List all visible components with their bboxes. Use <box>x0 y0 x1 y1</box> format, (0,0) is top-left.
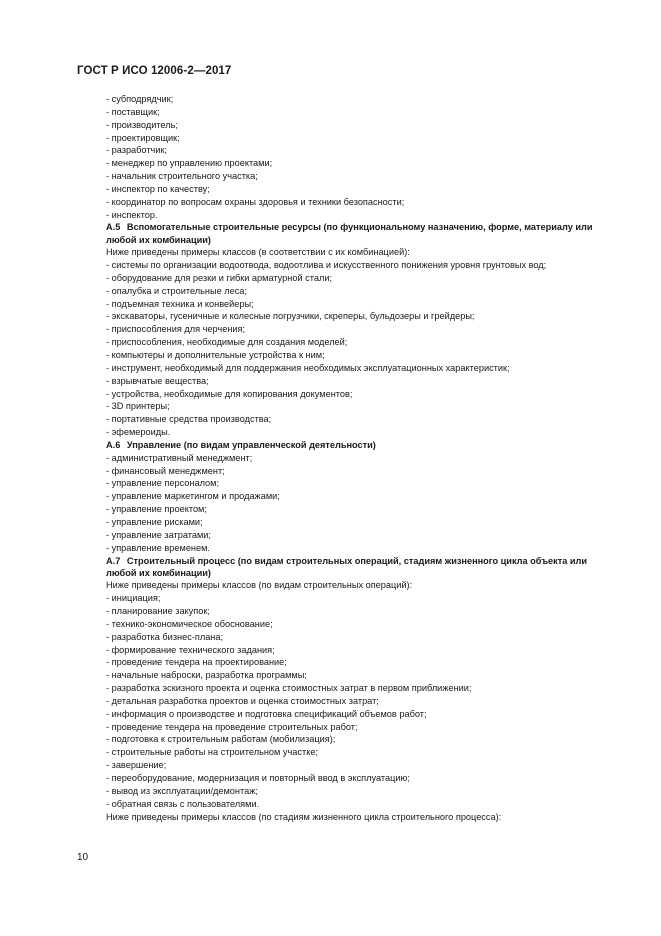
list-item: - экскаваторы, гусеничные и колесные погрузчики, скреперы, бульдозеры и грейдеры; <box>106 311 475 322</box>
section-a5-heading <box>78 221 618 246</box>
list-item: - технико-экономическое обоснование; <box>106 618 273 629</box>
list-item: - производитель; <box>106 119 178 130</box>
list-item: - подготовка к строительным работам (мобилизация); <box>106 734 336 745</box>
list-item: - переоборудование, модернизация и повторный ввод в эксплуатацию; <box>106 772 410 783</box>
list-item: - менеджер по управлению проектами; <box>106 158 273 169</box>
section-a7-heading <box>78 555 618 580</box>
list-item: - проектировщик; <box>106 132 180 143</box>
list-item: - системы по организации водоотвода, водоотлива и искусственного понижения уровня грунтовых вод; <box>106 260 547 271</box>
list-item: - управление персоналом; <box>106 478 220 489</box>
list-item: - проведение тендера на проектирование; <box>106 657 287 668</box>
list-item: - начальные наброски, разработка программы; <box>106 670 307 681</box>
section-a7-outro: Ниже приведены примеры классов (по стадиям жизненного цикла строительного процесса): <box>106 811 502 822</box>
section-a7-number: А.7 <box>106 555 121 566</box>
list-item: - портативные средства производства; <box>106 414 272 425</box>
list-item: - информация о производстве и подготовка спецификаций объемов работ; <box>106 708 427 719</box>
list-item: - эфемероиды. <box>106 427 171 438</box>
list-item: - компьютеры и дополнительные устройства к ним; <box>106 350 325 360</box>
list-item: - обратная связь с пользователями. <box>106 798 260 809</box>
section-a6-heading <box>78 439 618 452</box>
list-item: - инструмент, необходимый для поддержания необходимых эксплуатационных характеристик; <box>106 362 510 373</box>
list-item: - управление рисками; <box>106 516 203 527</box>
document-header: ГОСТ Р ИСО 12006-2—2017 <box>77 65 232 77</box>
list-item: - административный менеджмент; <box>106 452 253 463</box>
section-a5-title: Вспомогательные строительные ресурсы (по функциональному назначению, форме, материалу или любой их комбинации) <box>106 222 593 245</box>
section-a6-title: Управление (по видам управленческой деятельности) <box>126 439 376 450</box>
process-list <box>78 592 618 810</box>
list-item: - управление временем. <box>106 542 210 553</box>
list-item: - строительные работы на строительном участке; <box>106 747 318 758</box>
resource-list <box>78 259 618 439</box>
list-item: - инициация; <box>106 593 161 604</box>
list-item: - управление затратами; <box>106 529 211 540</box>
document-body <box>78 93 618 823</box>
list-item: - приспособления, необходимые для создания моделей; <box>106 337 348 348</box>
list-item: - 3D принтеры; <box>106 401 170 412</box>
list-item: - инспектор по качеству; <box>106 183 210 194</box>
section-a7-intro: Ниже приведены примеры классов (по видам строительных операций): <box>106 580 413 591</box>
section-a5-intro: Ниже приведены примеры классов (в соответствии с их комбинацией): <box>106 247 410 258</box>
list-item: - приспособления для черчения; <box>106 324 246 335</box>
list-item: - подъемная техника и конвейеры; <box>106 298 254 309</box>
list-item: - формирование технического задания; <box>106 644 275 655</box>
role-list <box>78 93 618 221</box>
list-item: - разработка бизнес-плана; <box>106 631 224 642</box>
list-item: - оборудование для резки и гибки арматурной стали; <box>106 272 333 283</box>
section-a7-title: Строительный процесс (по видам строительных операций, стадиям жизненного цикла объекта или любой их комбинации) <box>106 555 588 578</box>
list-item: - планирование закупок; <box>106 606 210 616</box>
list-item: - субподрядчик; <box>106 94 174 104</box>
list-item: - проведение тендера на проведение строительных работ; <box>106 721 358 732</box>
list-item: - финансовый менеджмент; <box>106 465 225 476</box>
page-number: 10 <box>77 852 89 863</box>
list-item: - опалубка и строительные леса; <box>106 285 247 296</box>
list-item: - вывод из эксплуатации/демонтаж; <box>106 785 258 796</box>
list-item: - координатор по вопросам охраны здоровья и техники безопасности; <box>106 196 405 207</box>
list-item: - устройства, необходимые для копирования документов; <box>106 388 353 399</box>
list-item: - управление маркетингом и продажами; <box>106 491 280 502</box>
list-item: - инспектор. <box>106 209 158 220</box>
list-item: - поставщик; <box>106 106 160 117</box>
list-item: - разработка эскизного проекта и оценка стоимостных затрат в первом приближении; <box>106 683 472 694</box>
list-item: - управление проектом; <box>106 504 207 515</box>
list-item: - завершение; <box>106 760 167 771</box>
list-item: - начальник строительного участка; <box>106 171 258 182</box>
list-item: - разработчик; <box>106 145 168 156</box>
list-item: - взрывчатые вещества; <box>106 375 209 386</box>
section-a6-number: А.6 <box>106 439 121 450</box>
list-item: - детальная разработка проектов и оценка стоимостных затрат; <box>106 695 379 706</box>
section-a5-number: А.5 <box>106 222 121 233</box>
management-list <box>78 452 618 555</box>
